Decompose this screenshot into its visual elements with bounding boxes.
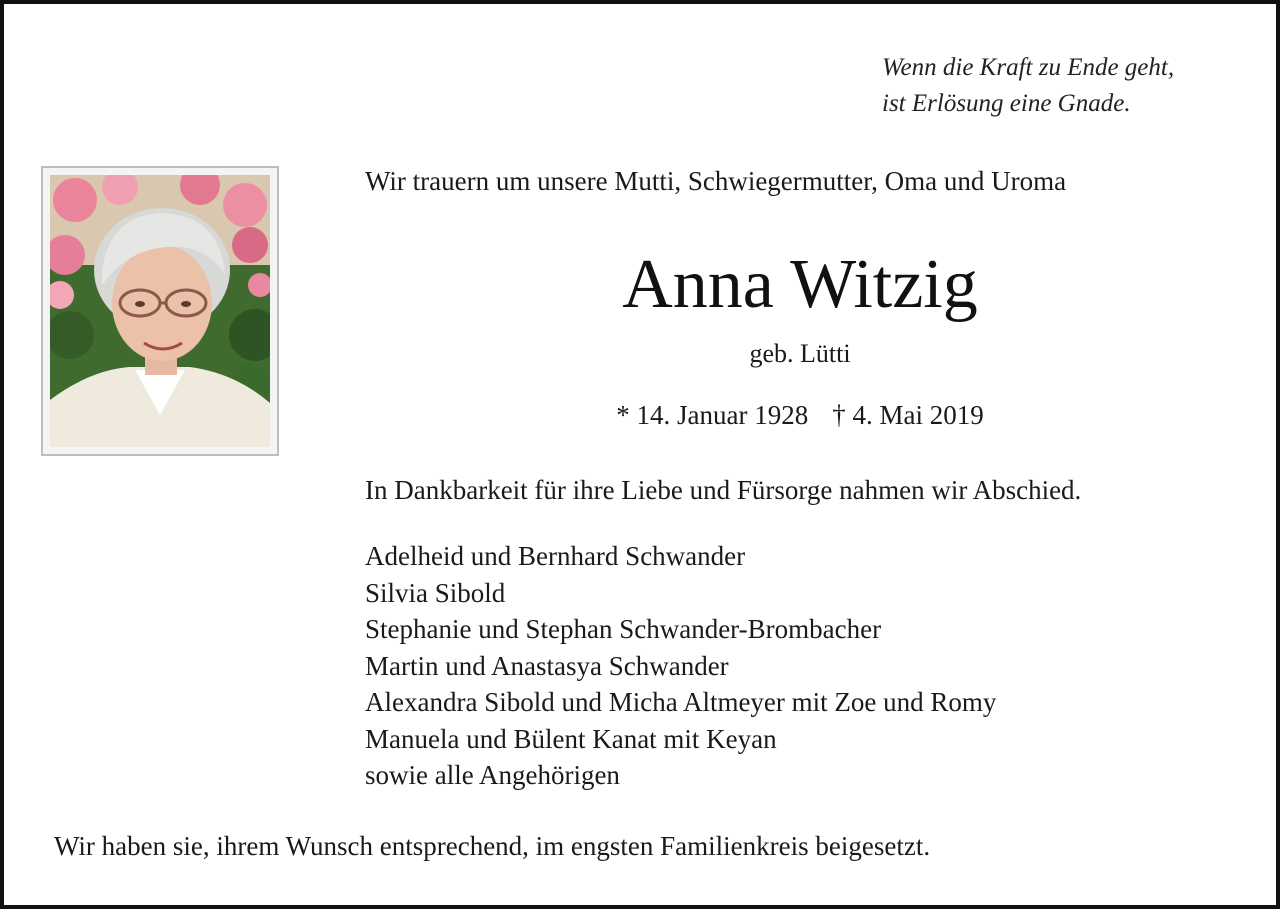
list-item: sowie alle Angehörigen: [365, 760, 620, 790]
list-item: Adelheid und Bernhard Schwander: [365, 541, 746, 571]
list-item: Stephanie und Stephan Schwander-Brombacher: [365, 614, 882, 644]
birth-date: * 14. Januar 1928: [616, 400, 809, 430]
mourners-list: [365, 538, 996, 794]
motto-line-2: ist Erlösung eine Gnade.: [882, 90, 1131, 117]
intro-text: Wir trauern um unsere Mutti, Schwiegermutter, Oma und Uroma: [365, 166, 1067, 196]
deceased-name: Anna Witzig: [622, 246, 978, 323]
motto-quote: [882, 50, 1174, 122]
death-date: † 4. Mai 2019: [832, 400, 984, 430]
list-item: Manuela und Bülent Kanat mit Keyan: [365, 723, 777, 754]
birth-name: geb. Lütti: [749, 339, 851, 368]
portrait-photo: [50, 175, 270, 447]
list-item: Martin und Anastasya Schwander: [365, 650, 729, 681]
list-item: Silvia Sibold: [365, 577, 506, 608]
portrait-frame: [41, 166, 279, 456]
burial-notice: Wir haben sie, ihrem Wunsch entsprechend, im engsten Familienkreis beigesetzt.: [54, 831, 931, 861]
list-item: Alexandra Sibold und Micha Altmeyer mit Zoe und Romy: [365, 687, 997, 717]
motto-line-1: Wenn die Kraft zu Ende geht,: [882, 54, 1175, 81]
life-dates: [544, 396, 1056, 434]
gratitude-text: In Dankbarkeit für ihre Liebe und Fürsorge nahmen wir Abschied.: [365, 475, 1082, 505]
